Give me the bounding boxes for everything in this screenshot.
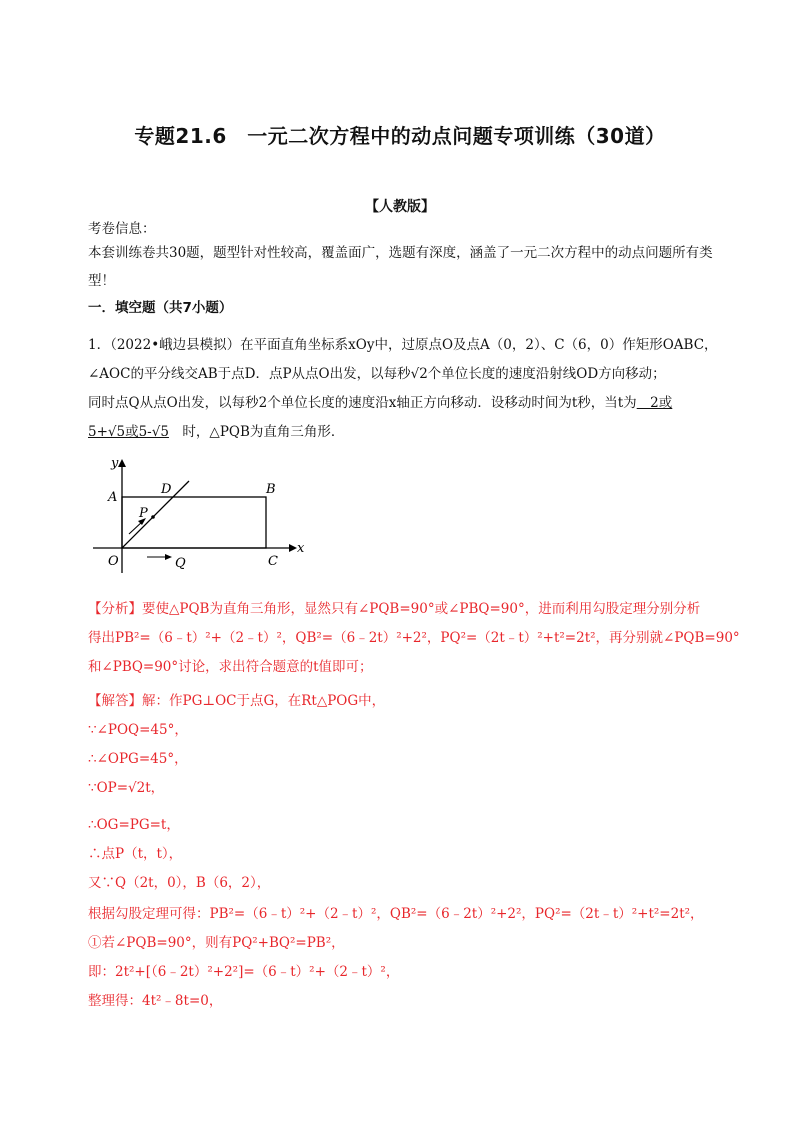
solution-line-3: ∴∠OPG=45°， [88, 751, 188, 767]
y-axis-arrow [118, 459, 126, 467]
label-p: P [139, 506, 148, 521]
solution-line-8: 根据勾股定理可得：PB²=（6﹣t）²+（2﹣t）²，QB²=（6﹣2t）²+2²，PQ²=（2t﹣t）²+t²=2t²， [88, 906, 704, 922]
label-x: x [297, 541, 305, 556]
analysis-line-2: 得出PB²=（6﹣t）²+（2﹣t）²，QB²=（6﹣2t）²+2²，PQ²=（2t﹣t）²+t²=2t²，再分别就∠PQB=90° [88, 630, 740, 646]
page-title: 专题21.6 一元二次方程中的动点问题专项训练（30道） [134, 124, 666, 148]
solution-line-7: 又∵Q（2t，0），B（6，2）， [88, 875, 271, 891]
solution-line-6: ∴点P（t，t）， [88, 846, 183, 862]
label-d: D [161, 482, 172, 497]
edition-label: 【人教版】 [365, 199, 435, 215]
ray-od [122, 481, 189, 548]
solution-line-2: ∵∠POQ=45°， [88, 722, 188, 738]
label-y: y [111, 456, 119, 471]
info-text-1: 本套训练卷共30题，题型针对性较高，覆盖面广，选题有深度，涵盖了一元二次方程中的动点问题所有类 [88, 245, 713, 261]
label-a: A [108, 490, 118, 505]
label-q: Q [175, 556, 186, 571]
rectangle-diagram [85, 455, 315, 580]
question-1-line-1: 1．（2022•峨边县模拟）在平面直角坐标系xOy中，过原点O及点A（0，2）、C（6，0）作矩形OABC， [88, 337, 718, 353]
solution-line-5: ∴OG=PG=t， [88, 817, 180, 833]
solution-line-4: ∵OP=√2t， [88, 780, 165, 796]
solution-line-11: 整理得：4t²﹣8t=0， [88, 993, 223, 1009]
solution-line-10: 即：2t²+[（6﹣2t）²+2²]=（6﹣t）²+（2﹣t）²， [88, 964, 400, 980]
analysis-line-3: 和∠PBQ=90°讨论，求出符合题意的t值即可； [88, 659, 373, 675]
point-p [151, 515, 155, 519]
analysis-line-1: 【分析】要使△PQB为直角三角形，显然只有∠PQB=90°或∠PBQ=90°，进而利用勾股定理分别分析 [88, 601, 701, 617]
info-text-2: 型！ [88, 273, 115, 289]
q-arrowhead [165, 554, 172, 560]
section-title: 一．填空题（共7小题） [88, 300, 233, 316]
question-1-line-4-text: 时，△PQB为直角三角形． [168, 424, 345, 440]
label-c: C [268, 554, 278, 569]
info-label: 考卷信息： [88, 221, 156, 237]
question-1-line-3 [88, 392, 672, 414]
rectangle-oabc [122, 497, 266, 548]
question-1-line-3-text: 同时点Q从点O出发，以每秒2个单位长度的速度沿x轴正方向移动．设移动时间为t秒，当t为 [88, 395, 637, 411]
answer-part-2: 5+√5或5-√5 [88, 424, 169, 440]
label-b: B [266, 482, 276, 497]
solution-line-1: 【解答】解：作PG⊥OC于点G，在Rt△POG中， [88, 693, 386, 709]
solution-line-9: ①若∠PQB=90°，则有PQ²+BQ²=PB²， [88, 935, 345, 951]
label-o: O [108, 554, 119, 569]
question-1-line-2: ∠AOC的平分线交AB于点D．点P从点O出发，以每秒√2个单位长度的速度沿射线OD方向移动； [88, 366, 666, 382]
x-axis-arrow [289, 544, 297, 552]
answer-part-1: 2或 [636, 395, 673, 411]
question-1-line-4 [88, 421, 344, 443]
